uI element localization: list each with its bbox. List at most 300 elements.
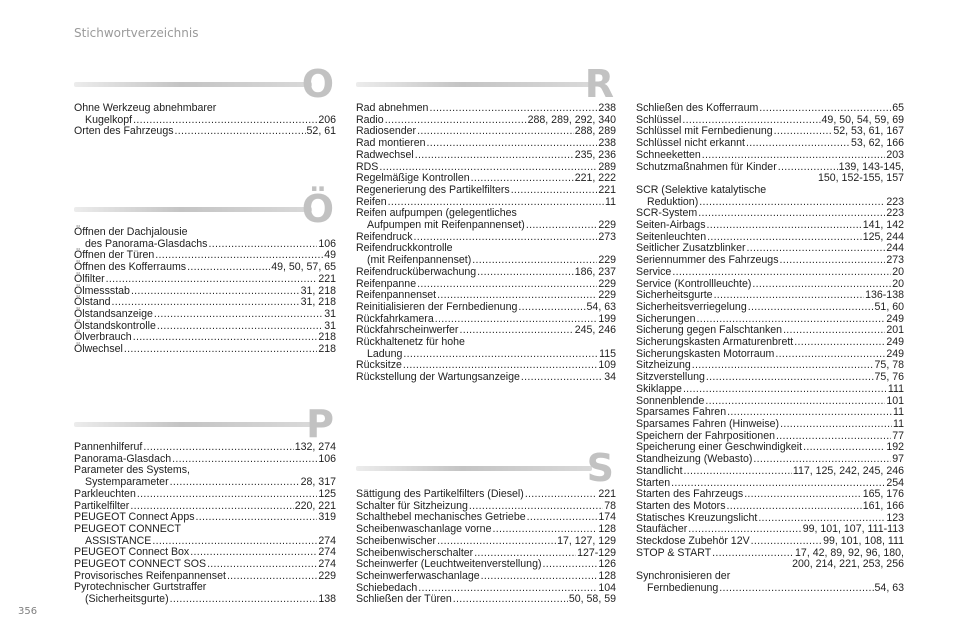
section-letter: R [584, 62, 614, 106]
index-entry-term: Seitenleuchten [636, 230, 707, 243]
index-entry-term: Fernbedienung [647, 581, 719, 594]
dot-leader [698, 208, 885, 220]
index-entry-pages: 273 [886, 254, 904, 267]
index-entry-pages: 31, 218 [300, 284, 336, 297]
index-entry-line [636, 466, 904, 478]
index-entry-line [74, 286, 336, 298]
section-letter: P [306, 402, 334, 446]
index-entry-term: Sparsames Fahren (Hinweise) [636, 417, 780, 430]
index-entry [636, 501, 904, 513]
index-entry-term: Rad montieren [356, 137, 426, 150]
index-entry-line [636, 583, 904, 595]
index-entry-pages: 203 [886, 148, 904, 161]
section-letter: S [586, 446, 614, 490]
index-entry-term: Ölstandskontrolle [74, 319, 156, 332]
index-entry-pages: 34 [604, 371, 616, 384]
index-entry-term: Aufpumpen mit Reifenpannenset) [367, 219, 525, 232]
index-entry-pages: 132, 274 [294, 441, 336, 453]
index-entry [356, 185, 616, 197]
index-entry-term: Schlüssel [636, 113, 682, 126]
dot-leader [172, 454, 317, 466]
index-entry-term: Ladung [367, 347, 403, 360]
index-entry-pages: 206 [318, 113, 336, 126]
index-entry [636, 162, 904, 185]
index-entry-line [74, 594, 336, 606]
index-entry-term: STOP & START [636, 546, 712, 559]
dot-leader [780, 419, 892, 431]
dot-leader [706, 372, 874, 384]
index-entry-pages: 229 [598, 219, 616, 232]
index-entry [74, 465, 336, 488]
dot-leader [190, 547, 317, 559]
index-entry-term: Standlicht [636, 464, 683, 477]
index-entry-term: Sicherungskasten Armaturenbrett [636, 336, 794, 349]
index-entry-pages: 218 [318, 331, 336, 344]
dot-leader [748, 302, 874, 314]
section-p-entries [74, 442, 336, 606]
index-entry [636, 419, 904, 431]
index-entry-term: des Panorama-Glasdachs [85, 237, 208, 250]
index-entry [636, 103, 904, 115]
index-entry-term: PEUGEOT Connect Apps [74, 511, 195, 524]
index-entry-term: Parkleuchten [74, 487, 136, 500]
index-entry-line [636, 337, 904, 349]
index-entry-pages: 49 [324, 249, 336, 262]
index-entry [74, 344, 336, 356]
index-entry-pages: 11 [893, 406, 904, 419]
index-entry [356, 208, 616, 231]
index-entry-line [636, 384, 904, 396]
index-entry-term: Panorama-Glasdach [74, 452, 172, 465]
dot-leader [154, 309, 323, 321]
index-entry [636, 548, 904, 571]
index-entry [636, 220, 904, 232]
index-entry-pages: 274 [318, 558, 336, 571]
dot-leader [542, 559, 597, 571]
index-entry [74, 262, 336, 274]
index-entry-heading: Ohne Werkzeug abnehmbarer [74, 102, 217, 114]
index-entry-term: Seitlicher Zusatzblinker [636, 242, 746, 255]
dot-leader [692, 360, 874, 372]
index-entry-pages: 127-129 [577, 546, 616, 559]
index-entry-term: Regelmäßige Kontrollen [356, 172, 470, 185]
index-entry [636, 302, 904, 314]
index-entry-term: Schneeketten [636, 148, 701, 161]
index-entry-term: Kugelkopf [85, 113, 133, 126]
index-entry-pages: 31, 218 [300, 296, 336, 309]
index-entry-line [636, 267, 904, 279]
index-entry [74, 274, 336, 286]
index-entry-term: Reifen [356, 195, 387, 208]
index-entry-term: Service (Kontrollleuchte) [636, 277, 752, 290]
index-entry-line [356, 150, 616, 162]
index-entry-pages: 99, 101, 107, 111-113 [802, 523, 904, 536]
index-entry-term: RDS [356, 160, 379, 173]
index-entry-pages: 238 [598, 102, 616, 114]
index-entry [74, 286, 336, 298]
index-entry [356, 372, 616, 384]
index-entry [74, 489, 336, 501]
dot-leader [417, 126, 574, 138]
section-letter: O [301, 62, 334, 106]
index-entry-pages: 115 [599, 347, 616, 360]
index-entry-term: Regenerierung des Partikelfilters [356, 183, 510, 196]
index-entry-line [74, 344, 336, 356]
index-entry-line [636, 419, 904, 431]
index-entry-line [74, 126, 336, 138]
index-entry-term: Starten des Fahrzeugs [636, 488, 744, 501]
index-entry-line [356, 571, 616, 583]
index-entry-term: Speicherung einer Geschwindigkeit [636, 441, 803, 454]
section-letter: Ö [301, 187, 334, 231]
index-entry-term: Sicherungskasten Motorraum [636, 347, 775, 360]
index-entry-line [356, 220, 616, 232]
section-r-entries [356, 103, 616, 384]
dot-leader [683, 384, 887, 396]
index-entry-pages: 31 [324, 307, 336, 320]
section-bar [74, 82, 312, 87]
index-entry-term: Starten [636, 476, 671, 489]
index-entry-line [74, 274, 336, 286]
index-entry-term: Ölstand [74, 296, 111, 309]
index-entry-line [636, 150, 904, 162]
index-entry-pages: 106 [318, 452, 336, 465]
index-entry-pages: 20 [892, 265, 904, 278]
index-entry-pages: 78 [604, 499, 616, 512]
index-entry-term: Sicherheitsverriegelung [636, 300, 747, 313]
index-entry-pages: 109 [598, 359, 616, 372]
index-entry-pages: 229 [598, 289, 616, 302]
dot-leader [783, 325, 885, 337]
dot-leader [712, 548, 794, 560]
index-entry [74, 524, 336, 547]
index-entry-pages: 53, 62, 166 [850, 137, 904, 150]
index-entry-pages: 111 [887, 382, 904, 395]
dot-leader [415, 150, 574, 162]
index-entry-pages: 65 [892, 102, 904, 114]
index-entry-pages: 50, 58, 59 [568, 593, 616, 606]
index-entry-term: Reinitialisieren der Fernbedienung [356, 300, 518, 313]
dot-leader [751, 536, 822, 548]
index-entry-pages: 28, 317 [300, 476, 336, 489]
index-entry-pages: 123 [886, 511, 904, 524]
index-entry-term: Standheizung (Webasto) [636, 453, 753, 466]
index-entry [636, 536, 904, 548]
dot-leader [207, 559, 317, 571]
index-entry [636, 150, 904, 162]
dot-leader [746, 138, 850, 150]
index-entry-term: Sicherung gegen Falschtanken [636, 324, 783, 337]
index-entry-pages: 220, 221 [294, 499, 336, 512]
index-entry-term: Starten des Motors [636, 499, 726, 512]
section-bar [74, 422, 312, 427]
index-entry-pages: 288, 289 [574, 125, 616, 138]
dot-leader [175, 126, 306, 138]
index-entry-term: Ölwechsel [74, 343, 123, 356]
index-entry-pages: 11 [893, 417, 904, 430]
index-entry-term: Scheibenwaschanlage vorne [356, 523, 492, 536]
index-entry [356, 103, 616, 115]
dot-leader [106, 274, 318, 286]
index-entry-pages: 221 [318, 272, 336, 285]
index-entry-pages: 51, 60 [874, 300, 904, 313]
index-entry-pages: 249 [886, 336, 904, 349]
dot-leader [511, 185, 598, 197]
index-entry-line [74, 309, 336, 321]
index-entry-pages: 17, 42, 89, 92, 96, 180, [795, 546, 904, 559]
index-entry-term: Rückfahrkamera [356, 312, 434, 325]
index-entry-line [74, 262, 336, 274]
index-entry-pages: 52, 61 [306, 125, 336, 138]
index-entry-pages: 245, 246 [574, 324, 616, 337]
dot-leader [131, 286, 300, 298]
index-entry-pages: 139, 143-145, [838, 160, 904, 173]
dot-leader [417, 279, 597, 291]
index-entry [356, 243, 616, 266]
index-entry [74, 582, 336, 605]
dot-leader [427, 138, 598, 150]
index-entry-term: Öffnen der Türen [74, 249, 155, 262]
dot-leader [157, 321, 323, 333]
dot-leader [759, 103, 891, 115]
index-entry [636, 267, 904, 279]
index-entry-pages: 141, 142 [862, 219, 904, 232]
index-entry-line [74, 559, 336, 571]
index-entry-pages: 254 [886, 476, 904, 489]
index-entry-term: Speichern der Fahrpositionen [636, 429, 775, 442]
index-entry-pages: 186, 237 [574, 265, 616, 278]
index-entry-pages: 136-138 [865, 289, 904, 302]
dot-leader [453, 594, 568, 606]
index-entry [356, 571, 616, 583]
index-entry-term: Rückstellung der Wartungsanzeige [356, 371, 520, 384]
index-entry-heading: SCR (Selektive katalytische [636, 183, 767, 196]
section-oe-entries [74, 227, 336, 356]
index-entry-term: Seriennummer des Fahrzeugs [636, 254, 779, 267]
section-o-entries [74, 103, 336, 138]
index-entry [74, 442, 336, 454]
index-entry-pages: 138 [318, 593, 336, 606]
index-entry-pages: 31 [324, 319, 336, 332]
index-entry [356, 150, 616, 162]
index-entry-pages: 223 [886, 195, 904, 208]
index-entry-pages: 274 [318, 546, 336, 559]
index-entry-term: Sitzheizung [636, 359, 691, 372]
section-bar [356, 82, 592, 87]
index-entry-line [356, 372, 616, 384]
index-entry-term: Scheinwerfer (Leuchtweitenverstellung) [356, 558, 542, 571]
section-s-continued-entries [636, 103, 904, 595]
index-entry-term: Reifendruck [356, 230, 413, 243]
index-entry-term: Pannenhilferuf [74, 441, 143, 453]
index-entry-term: (Sicherheitsgurte) [85, 593, 169, 606]
index-entry-line [636, 103, 904, 115]
index-entry [636, 185, 904, 208]
index-entry-pages: 221, 222 [574, 172, 616, 185]
index-entry-pages: 221 [598, 488, 616, 500]
index-entry-term: Sicherheitsgurte [636, 289, 713, 302]
index-entry-pages: 20 [892, 277, 904, 290]
section-heading-s [356, 446, 616, 492]
page-header: Stichwortverzeichnis [74, 26, 199, 40]
index-entry-term: ASSISTANCE [85, 534, 152, 547]
dot-leader [699, 197, 885, 209]
index-entry-line [74, 489, 336, 501]
index-entry-term: Radio [356, 113, 384, 126]
index-entry [74, 103, 336, 126]
index-entry [636, 571, 904, 594]
dot-leader [208, 239, 317, 251]
index-entry-line [356, 594, 616, 606]
index-entry-pages: 174 [598, 511, 616, 524]
index-entry-line [356, 103, 616, 115]
index-entry-term: SCR-System [636, 207, 698, 220]
dot-leader [707, 220, 862, 232]
index-entry-term: Ölmessstab [74, 284, 130, 297]
index-entry-term: Steckdose Zubehör 12V [636, 535, 750, 548]
index-entry-term: Rückfahrscheinwerfer [356, 324, 459, 337]
index-entry-term: Reduktion) [647, 195, 699, 208]
index-entry-term: Radiosender [356, 125, 417, 138]
dot-leader [437, 536, 556, 548]
section-s-entries [356, 489, 616, 606]
index-entry [74, 559, 336, 571]
index-entry-term: Ölverbrauch [74, 331, 132, 344]
index-entry-pages: 221 [598, 183, 616, 196]
index-entry-term: Skiklappe [636, 382, 682, 395]
index-entry-pages: 229 [598, 277, 616, 290]
index-entry-term: Schlüssel nicht erkannt [636, 137, 745, 150]
index-entry-pages: 125, 244 [862, 230, 904, 243]
index-entry [356, 536, 616, 548]
index-entry-pages: 17, 127, 129 [557, 534, 616, 547]
index-entry-pages: 229 [598, 254, 616, 267]
index-entry-term: PEUGEOT CONNECT SOS [74, 558, 207, 571]
index-entry-term: Schließen des Kofferraum [636, 102, 759, 114]
index-entry-pages: 235, 236 [574, 148, 616, 161]
index-entry-pages: 49, 50, 54, 59, 69 [821, 113, 904, 126]
index-entry-line [356, 302, 616, 314]
index-entry-pages: 289 [598, 160, 616, 173]
section-bar [74, 207, 312, 212]
index-entry-pages: 165, 176 [862, 488, 904, 501]
dot-leader [744, 489, 862, 501]
dot-leader [672, 267, 891, 279]
index-entry-pages: 319 [318, 511, 336, 524]
dot-leader [403, 349, 598, 361]
index-entry-term: Partikelfilter [74, 499, 130, 512]
index-entry-term: Service [636, 265, 672, 278]
index-entry-term: Scheibenwischerschalter [356, 546, 474, 559]
dot-leader [794, 337, 885, 349]
dot-leader [143, 442, 293, 454]
index-entry-term: (mit Reifenpannenset) [367, 254, 472, 267]
index-entry-term: Schiebedach [356, 581, 418, 594]
index-entry-line [356, 185, 616, 197]
index-entry-pages: 101 [886, 394, 904, 407]
index-entry-term: Sparsames Fahren [636, 406, 727, 419]
index-entry-line [636, 220, 904, 232]
dot-leader [227, 571, 317, 583]
index-entry-heading: PEUGEOT CONNECT [74, 522, 181, 535]
dot-leader [527, 512, 598, 524]
index-entry-line [636, 302, 904, 314]
index-entry-term: Sitzverstellung [636, 371, 705, 384]
index-entry-heading: Parameter des Systems, [74, 464, 190, 477]
index-entry-pages: 161, 166 [862, 499, 904, 512]
index-entry-term: Öffnen des Kofferraums [74, 261, 187, 274]
index-entry-term: Sonnenblende [636, 394, 705, 407]
index-entry-term: Seiten-Airbags [636, 219, 706, 232]
index-entry-pages: 128 [598, 523, 616, 536]
index-entry-term: Scheinwerferwaschanlage [356, 569, 480, 582]
index-entry-pages: 249 [886, 312, 904, 325]
index-entry-pages: 274 [318, 534, 336, 547]
index-entry-term: Schließen der Türen [356, 593, 452, 606]
index-entry [74, 126, 336, 138]
index-entry [356, 302, 616, 314]
index-entry-pages: 117, 125, 242, 245, 246 [792, 464, 904, 477]
index-entry-pages: 201 [886, 324, 904, 337]
index-entry-pages: 229 [318, 569, 336, 582]
index-entry-term: Provisorisches Reifenpannenset [74, 569, 226, 582]
index-entry [356, 267, 616, 279]
index-entry [636, 255, 904, 267]
index-entry-term: Radwechsel [356, 148, 414, 161]
index-entry-line [356, 267, 616, 279]
dot-leader [705, 396, 885, 408]
index-entry-heading: Synchronisieren der [636, 570, 731, 583]
dot-leader [780, 255, 886, 267]
index-entry-pages-continued: 200, 214, 221, 253, 256 [792, 558, 904, 571]
dot-leader [481, 571, 598, 583]
index-entry-pages: 75, 76 [874, 371, 904, 384]
index-entry-pages: 11 [605, 195, 616, 208]
dot-leader [518, 302, 585, 314]
index-entry-line [356, 489, 616, 501]
index-entry-heading: Reifen aufpumpen (gelegentliches [356, 207, 517, 220]
index-entry-pages: 99, 101, 108, 111 [823, 535, 904, 548]
index-entry-pages: 273 [598, 230, 616, 243]
index-entry-term: Schutzmaßnahmen für Kinder [636, 160, 777, 173]
index-entry [356, 337, 616, 360]
index-entry-line [356, 536, 616, 548]
index-entry-term: Schalter für Sitzheizung [356, 499, 468, 512]
index-entry-heading: Rückhaltenetz für hohe [356, 336, 465, 349]
dot-leader [702, 150, 886, 162]
index-entry-term: Ölstandsanzeige [74, 307, 153, 320]
section-bar [356, 466, 592, 471]
index-entry [636, 466, 904, 478]
index-entry-term: Orten des Fahrzeugs [74, 125, 174, 138]
dot-leader [803, 442, 885, 454]
index-entry [356, 594, 616, 606]
index-entry-pages: 104 [598, 581, 616, 594]
index-entry-term: PEUGEOT Connect Box [74, 546, 190, 559]
index-entry-pages: 238 [598, 137, 616, 150]
index-entry-pages: 199 [598, 312, 616, 325]
index-entry-term: Sicherungen [636, 312, 696, 325]
index-entry-pages-continued: 150, 152-155, 157 [817, 172, 904, 185]
index-entry-pages: 128 [598, 569, 616, 582]
index-entry-line [74, 442, 336, 454]
index-entry-pages: 49, 50, 57, 65 [271, 261, 336, 274]
dot-leader [521, 372, 603, 384]
index-entry [636, 384, 904, 396]
index-entry-pages: 249 [886, 347, 904, 360]
dot-leader [526, 220, 597, 232]
index-entry-term: Ölfilter [74, 272, 105, 285]
